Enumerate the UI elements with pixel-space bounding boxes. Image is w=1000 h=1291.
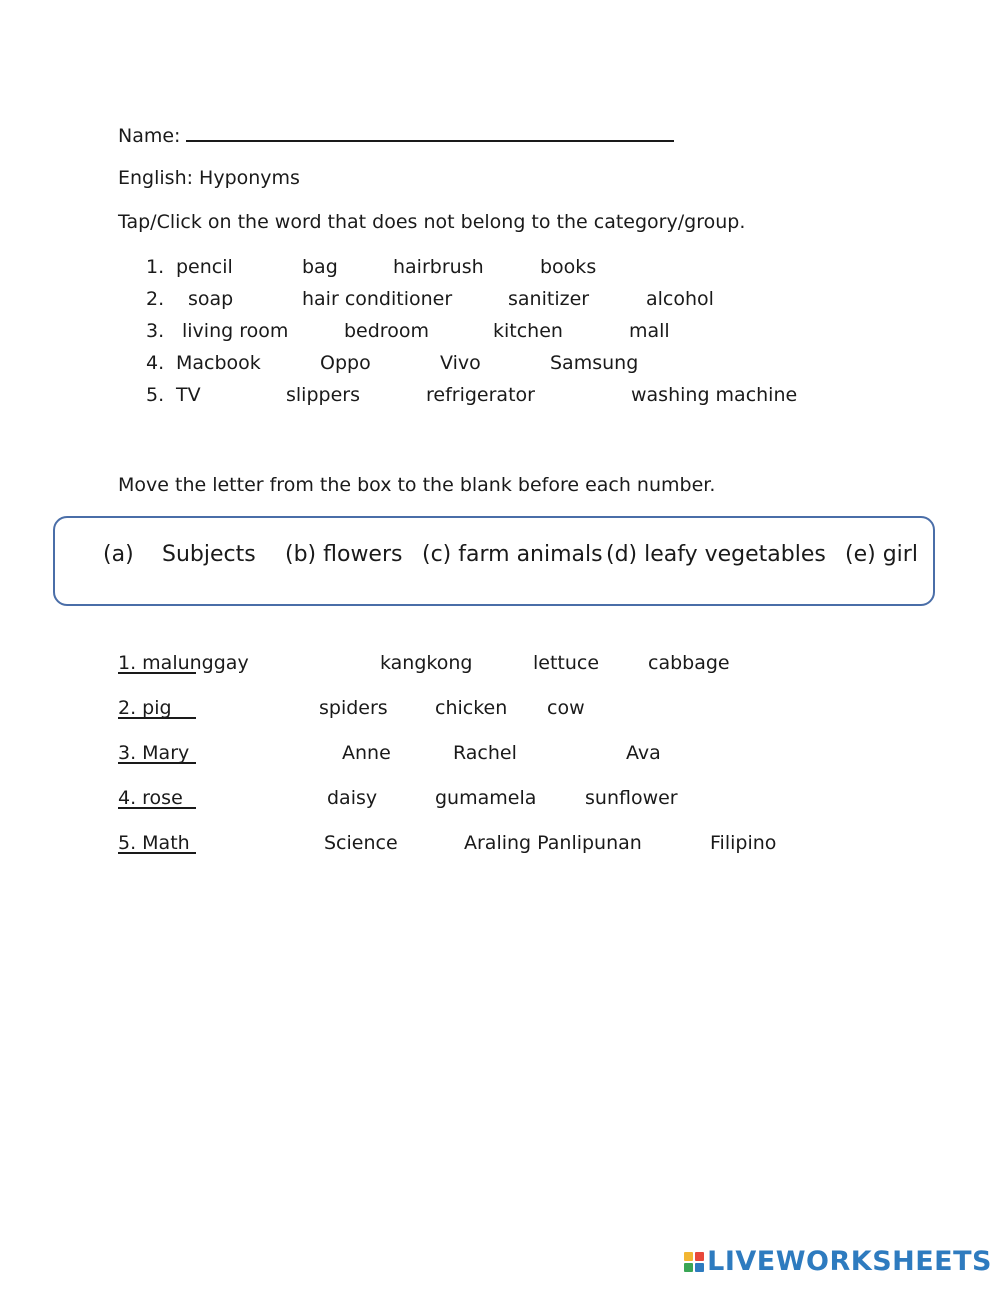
word-option[interactable]: mall — [629, 320, 670, 342]
part1-row — [146, 384, 946, 416]
part1-row — [146, 320, 946, 352]
word-option[interactable]: sanitizer — [508, 288, 590, 310]
part2-row — [118, 697, 918, 742]
word: chicken — [435, 697, 508, 719]
choice-letter[interactable]: (a) — [103, 542, 134, 567]
word: daisy — [327, 787, 378, 809]
word-option[interactable]: slippers — [286, 384, 360, 406]
word-option[interactable]: refrigerator — [426, 384, 535, 406]
subject-title: English: Hyponyms — [118, 167, 300, 189]
word: kangkong — [380, 652, 473, 674]
word-option[interactable]: living room — [182, 320, 289, 342]
item-number: 5. Math — [118, 832, 190, 854]
word: Ava — [626, 742, 661, 764]
item-number: 3. — [146, 320, 165, 342]
choice-option[interactable]: (e) girl — [845, 542, 918, 567]
item-number: 3. Mary — [118, 742, 190, 764]
word-option[interactable]: Samsung — [550, 352, 639, 374]
item-number: 1. malunggay — [118, 652, 249, 674]
word: sunflower — [585, 787, 678, 809]
part2-row — [118, 787, 918, 832]
choice-option[interactable]: (d) leafy vegetables — [606, 542, 826, 567]
instruction-part1: Tap/Click on the word that does not belong to the category/group. — [118, 211, 746, 233]
part1-row — [146, 256, 946, 288]
choices-box — [53, 516, 935, 606]
word: spiders — [319, 697, 388, 719]
part1-list — [146, 256, 946, 416]
liveworksheets-logo — [684, 1246, 992, 1277]
word-option[interactable]: kitchen — [493, 320, 563, 342]
logo-icon — [684, 1252, 704, 1272]
word: Araling Panlipunan — [464, 832, 642, 854]
word-option[interactable]: soap — [188, 288, 234, 310]
item-number: 2. — [146, 288, 165, 310]
choice-option[interactable]: Subjects — [162, 542, 256, 567]
word: cow — [547, 697, 585, 719]
item-number: 1. — [146, 256, 165, 278]
part2-row — [118, 742, 918, 787]
part1-row — [146, 352, 946, 384]
word: lettuce — [533, 652, 600, 674]
logo-square — [695, 1263, 704, 1272]
word-option[interactable]: books — [540, 256, 597, 278]
logo-square — [684, 1263, 693, 1272]
word-option[interactable]: bedroom — [344, 320, 429, 342]
part2-row — [118, 832, 918, 877]
part1-row — [146, 288, 946, 320]
choice-option[interactable]: (b) flowers — [285, 542, 403, 567]
word: gumamela — [435, 787, 537, 809]
name-input[interactable] — [186, 120, 674, 142]
word-option[interactable]: Oppo — [320, 352, 371, 374]
word: Rachel — [453, 742, 517, 764]
word-option[interactable]: Macbook — [176, 352, 261, 374]
word: Filipino — [710, 832, 777, 854]
logo-square — [695, 1252, 704, 1261]
word-option[interactable]: alcohol — [646, 288, 714, 310]
choice-option[interactable]: (c) farm animals — [422, 542, 603, 567]
word: cabbage — [648, 652, 730, 674]
word-option[interactable]: TV — [176, 384, 201, 406]
word: Anne — [342, 742, 391, 764]
word-option[interactable]: hair conditioner — [302, 288, 453, 310]
word-option[interactable]: washing machine — [631, 384, 798, 406]
word-option[interactable]: Vivo — [440, 352, 481, 374]
item-number: 5. — [146, 384, 165, 406]
part2-list — [118, 652, 918, 877]
item-number: 4. rose — [118, 787, 183, 809]
name-label: Name: — [118, 125, 181, 147]
name-row — [118, 120, 674, 147]
item-number: 2. pig — [118, 697, 172, 719]
instruction-part2: Move the letter from the box to the blank before each number. — [118, 474, 716, 496]
part2-row — [118, 652, 918, 697]
word-option[interactable]: pencil — [176, 256, 233, 278]
logo-square — [684, 1252, 693, 1261]
item-number: 4. — [146, 352, 165, 374]
word: Science — [324, 832, 398, 854]
logo-text: LIVEWORKSHEETS — [707, 1246, 992, 1277]
word-option[interactable]: bag — [302, 256, 338, 278]
word-option[interactable]: hairbrush — [393, 256, 484, 278]
